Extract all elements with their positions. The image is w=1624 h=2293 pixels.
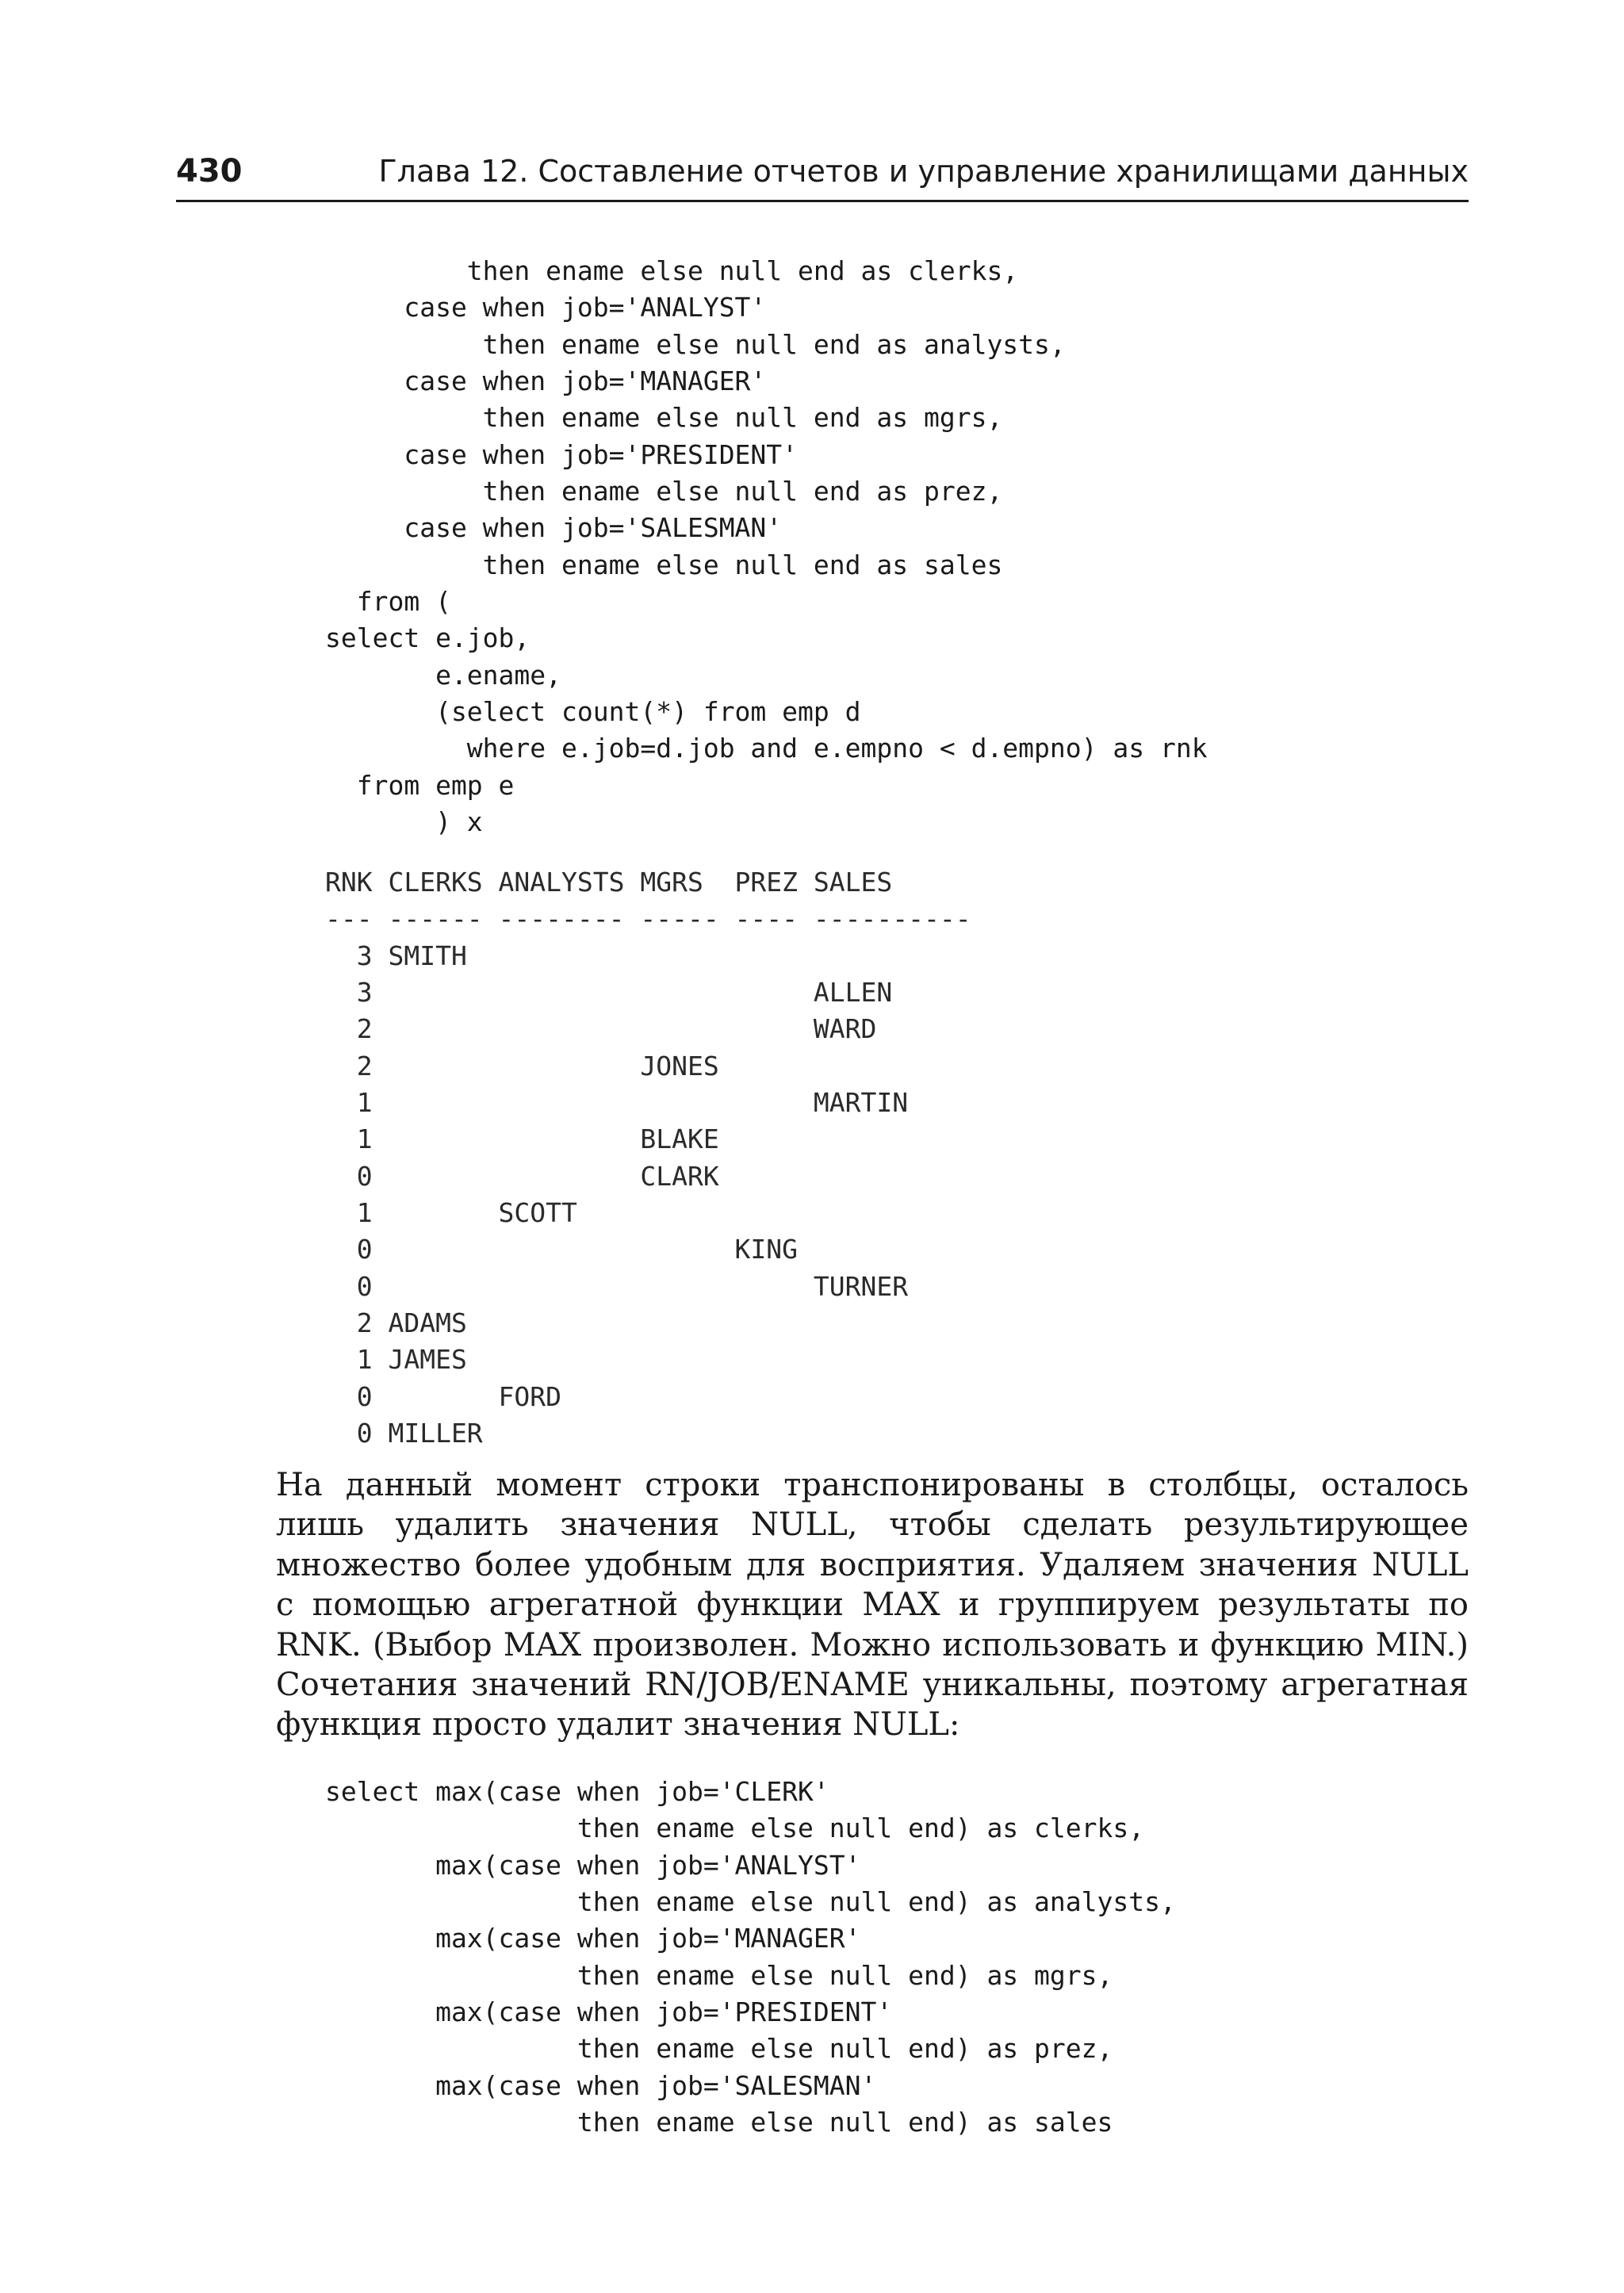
chapter-title: Глава 12. Составление отчетов и управление хранилищами данных bbox=[378, 154, 1469, 189]
query-result-output: RNK CLERKS ANALYSTS MGRS PREZ SALES --- ------ -------- ----- ---- ---------- 3 SMITH 3 ALLEN 2 WARD 2 JONES 1 MARTIN 1 BLAKE 0 CLARK 1 SCOTT 0 KING 0 TURNER 2 ADAMS 1 JAMES 0 FORD 0 MILLER bbox=[325, 867, 971, 1449]
sql-code-block-2: select max(case when job='CLERK' then ename else null end) as clerks, max(case when job='ANALYST' then ename else null end) as analysts, max(case when job='MANAGER' then ename else null end) as mgrs, max(case when job='PRESIDENT' then ename else null end) as prez, max(case when job='SALESMAN' then ename else null end) as sales bbox=[325, 1776, 1176, 2138]
page-header bbox=[176, 149, 1469, 197]
body-paragraph: На данный момент строки транспонированы в столбцы, осталось лишь удалить значения NULL, чтобы сделать результирующее множество более удобным для восприятия. Удаляем значения NULL с помощью агрегатной функции MAX и группируем результаты по RNK. (Выбор MAX произволен. Можно использовать и функцию MIN.) Сочетания значений RN/JOB/ENAME уникальны, поэтому агрегатная функция просто удалит значения NULL: bbox=[276, 1467, 1469, 1744]
header-divider bbox=[176, 200, 1469, 202]
page-number: 430 bbox=[176, 153, 243, 189]
sql-code-block-1: then ename else null end as clerks, case when job='ANALYST' then ename else null end as analysts, case when job='MANAGER' then ename else null end as mgrs, case when job='PRESIDENT' then ename else null end as prez, case when job='SALESMAN' then ename else null end as sales from ( select e.job, e.ename, (select count(*) from emp d where e.job=d.job and e.empno < d.empno) as rnk from emp e ) x bbox=[325, 255, 1208, 838]
